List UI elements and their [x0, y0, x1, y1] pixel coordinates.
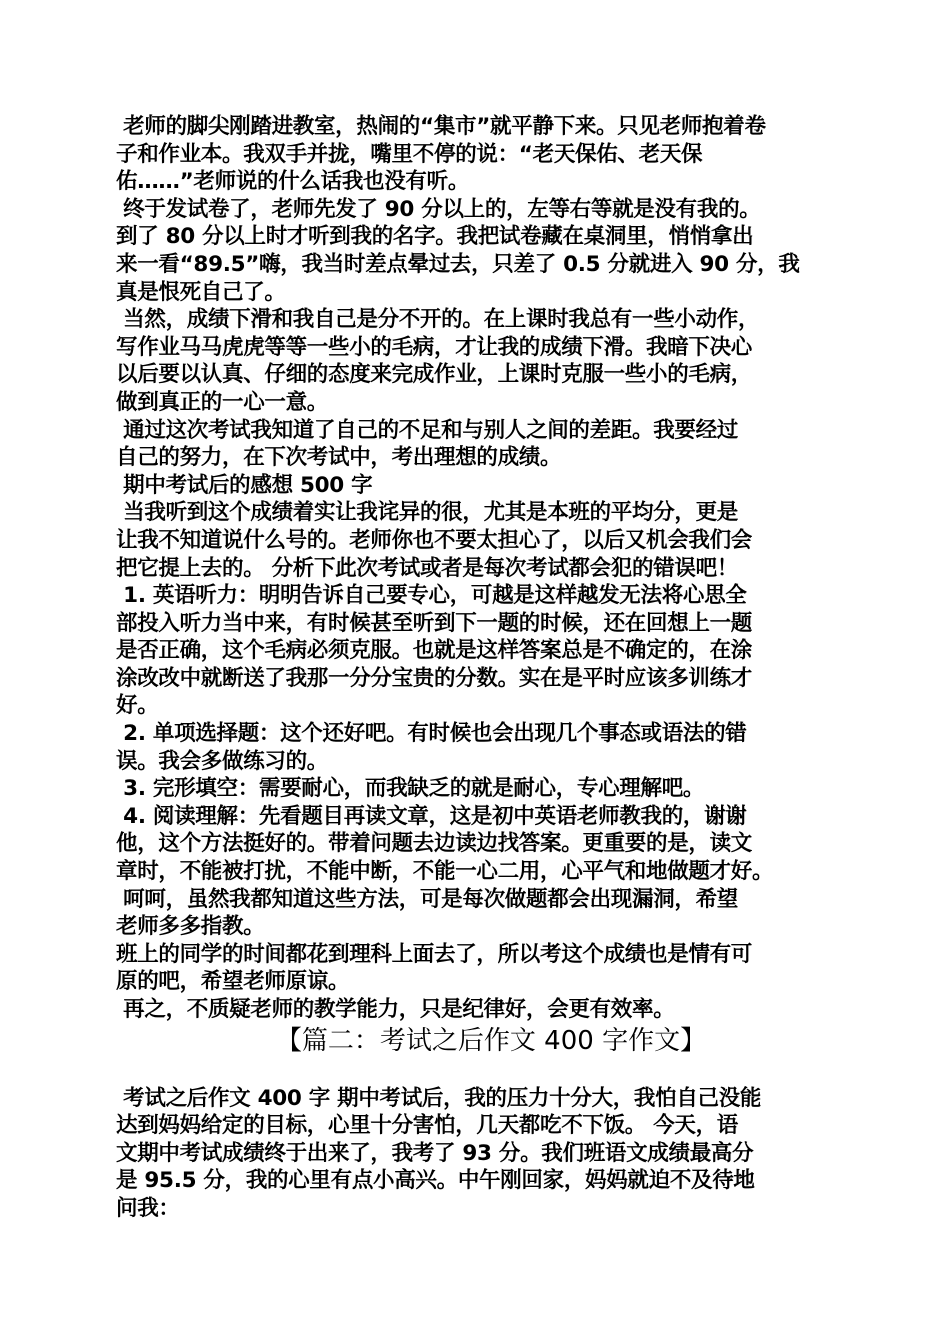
- text-line: 终于发试卷了，老师先发了 90 分以上的，左等右等就是没有我的。: [116, 196, 761, 222]
- paragraph-11: [116, 886, 856, 941]
- text-line: 好。: [116, 693, 159, 719]
- subtitle-line: [116, 472, 856, 500]
- paragraph-6: [116, 499, 856, 582]
- text-line: 达到妈妈给定的目标，心里十分害怕，几天都吃不下饭。 今天，语: [116, 1113, 738, 1139]
- text-line: 他，这个方法挺好的。带着问题去边读边找答案。更重要的是，读文: [116, 831, 753, 857]
- paragraph-2: [116, 196, 856, 306]
- text-line: 自己的努力，在下次考试中，考出理想的成绩。: [116, 445, 562, 471]
- text-line: 呵呵，虽然我都知道这些方法，可是每次做题都会出现漏洞，希望: [116, 886, 738, 912]
- text-line: 来一看“89.5”嗨，我当时差点晕过去，只差了 0.5 分就进入 90 分，我: [116, 251, 800, 277]
- text-line: 期中考试后的感想 500 字: [116, 472, 373, 498]
- paragraph-10: [116, 803, 856, 886]
- paragraph-9: [116, 775, 856, 803]
- text-line: 老师的脚尖刚踏进教室，热闹的“集市”就平静下来。只见老师抱着卷: [116, 114, 766, 139]
- text-line: 把它提上去的。 分析下此次考试或者是每次考试都会犯的错误吧！: [116, 555, 738, 581]
- text-line: 班上的同学的时间都花到理科上面去了，所以考这个成绩也是情有可: [116, 941, 753, 967]
- text-line: 让我不知道说什么号的。老师你也不要太担心了，以后又机会我们会: [116, 527, 753, 553]
- text-line: 考试之后作文 400 字 期中考试后，我的压力十分大，我怕自己没能: [116, 1085, 762, 1111]
- text-line: 误。我会多做练习的。: [116, 748, 329, 774]
- text-line: 是 95.5 分，我的心里有点小高兴。中午刚回家，妈妈就迫不及待地: [116, 1168, 755, 1194]
- paragraph-3: [116, 306, 856, 416]
- text-line: 章时，不能被打扰，不能中断，不能一心二用，心平气和地做题才好。: [116, 859, 774, 885]
- text-line: 写作业马马虎虎等等一些小的毛病，才让我的成绩下滑。我暗下决心: [116, 334, 753, 360]
- section-heading: 【篇二：考试之后作文 400 字作文】: [275, 1025, 707, 1056]
- text-line: 4. 阅读理解：先看题目再读文章，这是初中英语老师教我的，谢谢: [116, 803, 747, 829]
- text-line: 是否正确，这个毛病必须克服。也就是这样答案总是不确定的，在涂: [116, 638, 753, 664]
- text-line: 涂改改中就断送了我那一分分宝贵的分数。实在是平时应该多训练才: [116, 665, 753, 691]
- essay-section-two: [116, 1085, 856, 1223]
- text-line: 做到真正的一心一意。: [116, 389, 329, 415]
- text-line: 通过这次考试我知道了自己的不足和与别人之间的差距。我要经过: [116, 417, 738, 443]
- text-line: 以后要以认真、仔细的态度来完成作业，上课时克服一些小的毛病，: [116, 362, 753, 388]
- paragraph-1: [116, 113, 856, 196]
- paragraph-12: [116, 941, 856, 996]
- text-line: 到了 80 分以上时才听到我的名字。我把试卷藏在桌洞里，悄悄拿出: [116, 224, 754, 250]
- text-line: 部投入听力当中来，有时候甚至听到下一题的时候，还在回想上一题: [116, 610, 753, 636]
- paragraph-13: [116, 996, 856, 1024]
- text-line: 1. 英语听力：明明告诉自己要专心，可越是这样越发无法将心思全: [116, 583, 747, 609]
- text-line: 当然，成绩下滑和我自己是分不开的。在上课时我总有一些小动作，: [116, 307, 760, 333]
- text-line: 再之，不质疑老师的教学能力，只是纪律好，会更有效率。: [116, 997, 675, 1022]
- text-line: 2. 单项选择题：这个还好吧。有时候也会出现几个事态或语法的错: [116, 721, 747, 747]
- text-line: 老师多多指教。: [116, 914, 265, 940]
- text-line: 子和作业本。我双手并拢，嘴里不停的说：“老天保佑、老天保: [116, 141, 703, 167]
- paragraph-4: [116, 417, 856, 472]
- paragraph-14: [116, 1085, 856, 1223]
- text-line: 问我：: [116, 1195, 180, 1221]
- text-line: 原的吧，希望老师原谅。: [116, 969, 350, 995]
- text-line: 文期中考试成绩终于出来了，我考了 93 分。我们班语文成绩最高分: [116, 1140, 754, 1166]
- text-line: 3. 完形填空：需要耐心，而我缺乏的就是耐心，专心理解吧。: [116, 776, 705, 802]
- paragraph-8: [116, 720, 856, 775]
- text-line: 真是恨死自己了。: [116, 279, 286, 305]
- paragraph-7: [116, 582, 856, 720]
- essay-section-one: [116, 113, 856, 1024]
- text-line: 佑……”老师说的什么话我也没有听。: [116, 169, 470, 195]
- text-line: 当我听到这个成绩着实让我诧异的很，尤其是本班的平均分，更是: [116, 500, 738, 526]
- document-body: [116, 113, 856, 1223]
- spacer: [116, 1058, 856, 1085]
